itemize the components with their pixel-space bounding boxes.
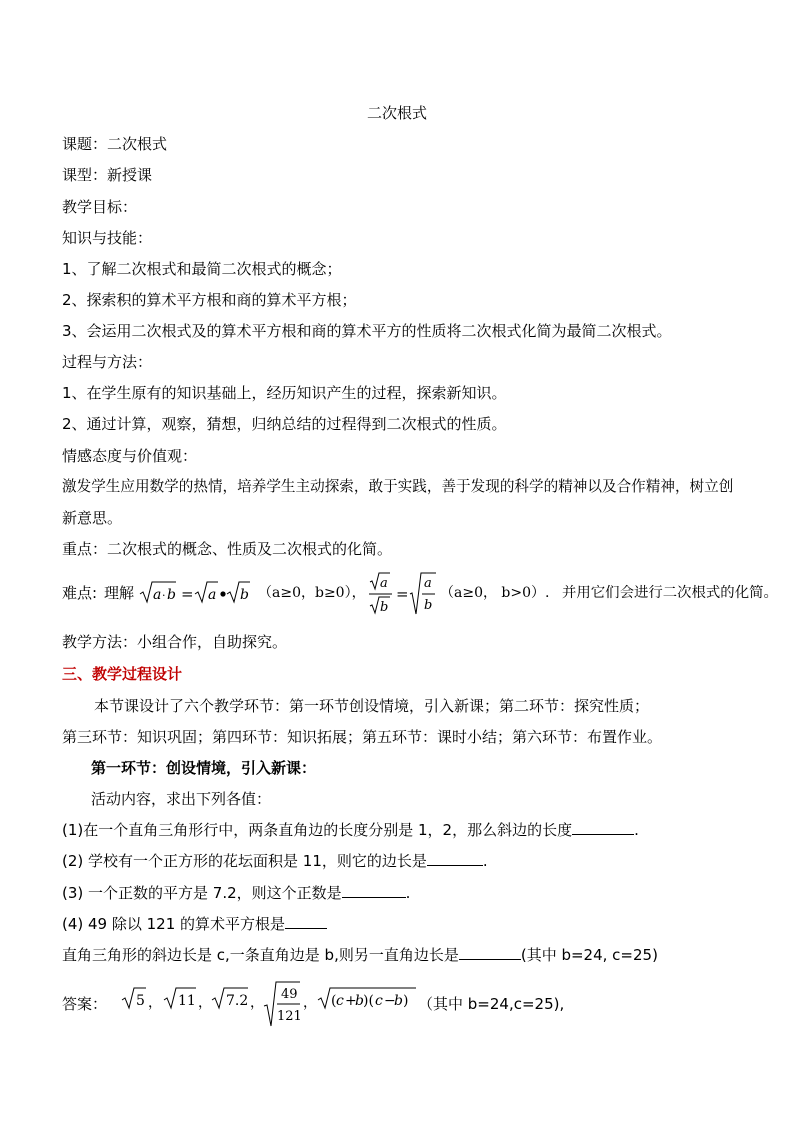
svg-text:b: b xyxy=(380,600,389,615)
svg-text:，: ， xyxy=(250,995,264,1011)
svg-text:b: b xyxy=(240,587,249,603)
process-item-2: 2、通过计算，观察，猜想，归纳总结的过程得到二次根式的性质。 xyxy=(62,415,507,433)
lesson-type-line: 课型：新授课 xyxy=(62,166,153,184)
question-1-blank xyxy=(572,820,634,835)
svg-text:): ) xyxy=(403,993,409,1009)
question-4-blank xyxy=(285,914,327,929)
svg-text:c: c xyxy=(336,993,344,1009)
question-2-blank xyxy=(427,851,483,866)
question-4-text: (4) 49 除以 121 的算术平方根是 xyxy=(62,915,286,933)
question-2 xyxy=(62,851,488,871)
knowledge-item-3: 3、会运用二次根式及的算术平方根和商的算术平方的性质将二次根式化简为最简二次根式。 xyxy=(62,322,672,340)
objectives-heading: 教学目标： xyxy=(62,198,138,216)
question-3 xyxy=(62,883,410,903)
question-1-period: . xyxy=(634,821,639,839)
svg-text:b: b xyxy=(394,993,403,1009)
svg-text:b: b xyxy=(355,993,364,1009)
svg-text:a: a xyxy=(380,576,388,591)
design-line-1: 本节课设计了六个教学环节：第一环节创设情境，引入新课；第二环节：探究性质； xyxy=(94,697,650,715)
difficulty-understand: 理解 xyxy=(104,584,135,602)
knowledge-item-1: 1、了解二次根式和最简二次根式的概念； xyxy=(62,260,342,278)
knowledge-item-2: 2、探索积的算术平方根和商的算术平方根； xyxy=(62,291,357,309)
svg-text:=: = xyxy=(396,585,409,603)
answer-note: （其中 b=24,c=25), xyxy=(418,995,565,1013)
product-root-formula xyxy=(138,578,256,608)
svg-text:，: ， xyxy=(198,995,212,1011)
question-4 xyxy=(62,914,327,934)
svg-text:49: 49 xyxy=(281,987,298,1002)
svg-text:c: c xyxy=(375,993,383,1009)
knowledge-heading: 知识与技能： xyxy=(62,229,153,247)
svg-text:7.2: 7.2 xyxy=(226,993,249,1009)
design-line-2: 第三环节：知识巩固；第四环节：知识拓展；第五环节：课时小结；第六环节：布置作业。 xyxy=(62,728,663,746)
question-5 xyxy=(62,945,658,965)
process-heading: 过程与方法： xyxy=(62,353,153,371)
svg-text:=: = xyxy=(181,585,194,603)
section-3-heading: 三、教学过程设计 xyxy=(62,665,183,683)
svg-text:，: ， xyxy=(148,995,162,1011)
difficulty-condition-1: （a≥0，b≥0）， xyxy=(258,585,366,601)
svg-text:(: ( xyxy=(331,993,337,1009)
quotient-root-formula xyxy=(368,570,438,618)
svg-text:11: 11 xyxy=(178,993,196,1009)
question-2-text: (2) 学校有一个正方形的花坛面积是 11，则它的边长是 xyxy=(62,852,427,870)
process-item-1: 1、在学生原有的知识基础上，经历知识产生的过程，探索新知识。 xyxy=(62,384,507,402)
svg-text:121: 121 xyxy=(277,1009,302,1024)
question-1 xyxy=(62,820,639,840)
emotion-line-1: 激发学生应用数学的热情，培养学生主动探索，敢于实践，善于发现的科学的精神以及合作精神，树立创 xyxy=(62,478,734,495)
svg-text:)(: )( xyxy=(363,993,374,1009)
difficulty-condition-2: （a≥0， b>0）. xyxy=(440,585,550,601)
stage-1-heading: 第一环节：创设情境，引入新课： xyxy=(91,759,317,777)
emotion-heading: 情感态度与价值观： xyxy=(62,447,198,465)
difficulty-suffix: 并用它们会进行二次根式的化简。 xyxy=(562,585,778,601)
svg-text:·: · xyxy=(162,589,166,602)
emotion-line-2: 新意思。 xyxy=(62,509,123,527)
answer-label: 答案： xyxy=(62,995,108,1013)
activity-line: 活动内容，求出下列各值： xyxy=(91,790,272,808)
key-point-line: 重点：二次根式的概念、性质及二次根式的化简。 xyxy=(62,540,393,558)
document-title: 二次根式 xyxy=(366,104,427,122)
question-3-text: (3) 一个正数的平方是 7.2，则这个正数是 xyxy=(62,884,342,902)
question-5-text: 直角三角形的斜边长是 c,一条直角边是 b,则另一直角边长是 xyxy=(62,946,459,964)
question-1-text: (1)在一个直角三角形行中，两条直角边的长度分别是 1，2，那么斜边的长度 xyxy=(62,821,573,839)
svg-text:a: a xyxy=(153,587,162,603)
question-5-blank xyxy=(459,945,521,960)
topic-line: 课题：二次根式 xyxy=(62,135,168,153)
svg-text:−: − xyxy=(384,993,396,1009)
question-5-note: (其中 b=24, c=25) xyxy=(520,946,658,964)
difficulty-label: 难点: xyxy=(62,584,98,602)
question-3-period: . xyxy=(405,884,411,902)
svg-text:5: 5 xyxy=(136,993,145,1009)
method-line: 教学方法：小组合作，自助探究。 xyxy=(62,633,288,651)
svg-text:a: a xyxy=(424,576,432,591)
question-2-period: . xyxy=(482,852,488,870)
question-3-blank xyxy=(342,883,406,898)
svg-text:+: + xyxy=(345,993,357,1009)
svg-text:，: ， xyxy=(303,995,317,1011)
svg-text:b: b xyxy=(424,598,433,613)
svg-text:a: a xyxy=(208,587,217,603)
svg-text:b: b xyxy=(167,587,176,603)
